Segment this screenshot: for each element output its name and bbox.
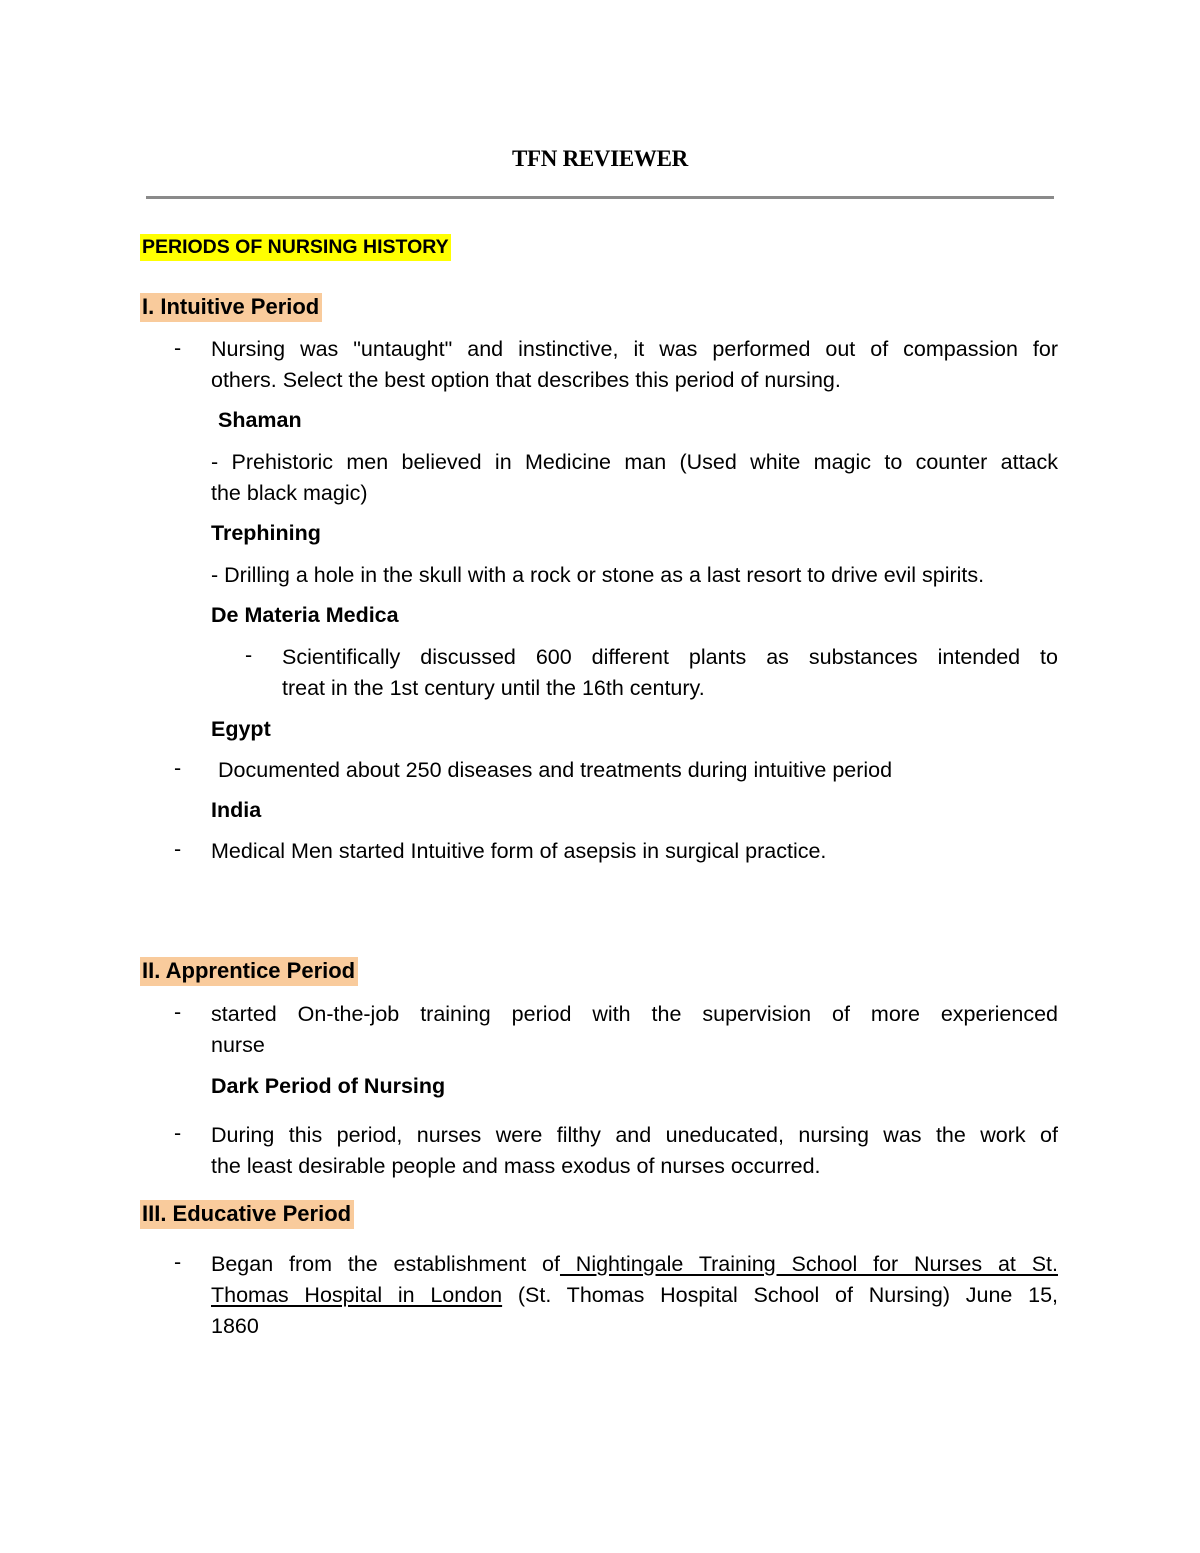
paragraph-line: During this period, nurses were filthy and uneducated, nursing was the work of (211, 1123, 1058, 1147)
london-hospital-underlined: Thomas Hospital in London (211, 1283, 503, 1307)
paragraph-line: 1860 (211, 1314, 259, 1338)
paragraph-line: started On-the-job training period with the supervision of more experienced (211, 1002, 1058, 1026)
egypt-text: Documented about 250 diseases and treatments during intuitive period (218, 758, 893, 782)
bullet-dash: - (174, 756, 182, 780)
section-heading-apprentice (140, 958, 358, 984)
section-heading-text: III. Educative Period (140, 1200, 354, 1229)
bullet-dash: - (174, 1121, 182, 1145)
subheading-india: India (211, 798, 262, 822)
paragraph-line (211, 1280, 1058, 1311)
apprentice-intro-paragraph (211, 999, 1058, 1061)
section-heading-text: II. Apprentice Period (140, 957, 358, 986)
bullet-dash: - (174, 1250, 182, 1274)
section-heading-educative (140, 1201, 354, 1227)
paragraph-line (211, 1249, 1058, 1280)
bullet-dash: - (174, 336, 182, 360)
intuitive-intro-paragraph (211, 334, 1058, 396)
bullet-dash: - (245, 643, 253, 667)
bullet-dash: - (174, 1000, 182, 1024)
section-heading-intuitive (140, 294, 322, 320)
subheading-shaman: Shaman (218, 408, 302, 432)
nightingale-school-underlined: Nightingale Training School for Nurses at St. (559, 1252, 1058, 1276)
paragraph-line: treat in the 1st century until the 16th century. (282, 676, 705, 700)
paragraph-line: Nursing was "untaught" and instinctive, it was performed out of compassion for (211, 337, 1058, 361)
subheading-dark-period: Dark Period of Nursing (211, 1074, 446, 1098)
main-heading (140, 236, 451, 259)
india-text: Medical Men started Intuitive form of asepsis in surgical practice. (211, 839, 827, 863)
subheading-egypt: Egypt (211, 717, 271, 741)
subheading-de-materia-medica: De Materia Medica (211, 603, 399, 627)
trephining-text: - Drilling a hole in the skull with a rock or stone as a last resort to drive evil spirits. (211, 563, 985, 587)
paragraph-line: Scientifically discussed 600 different plants as substances intended to (282, 645, 1058, 669)
paragraph-line: the black magic) (211, 481, 368, 505)
materia-paragraph (282, 642, 1058, 704)
document-title: TFN REVIEWER (512, 146, 688, 171)
section-heading-text: I. Intuitive Period (140, 293, 322, 322)
shaman-paragraph (211, 447, 1058, 509)
subheading-trephining: Trephining (211, 521, 321, 545)
paragraph-text: Began from the establishment of (211, 1252, 560, 1276)
paragraph-line: others. Select the best option that describes this period of nursing. (211, 368, 841, 392)
paragraph-line: - Prehistoric men believed in Medicine man (Used white magic to counter attack (211, 450, 1058, 474)
paragraph-text: (St. Thomas Hospital School of Nursing) June 15, (502, 1283, 1059, 1307)
bullet-dash: - (174, 837, 182, 861)
educative-paragraph (211, 1249, 1058, 1342)
dark-period-paragraph (211, 1120, 1058, 1182)
horizontal-divider (146, 196, 1054, 199)
main-heading-text: PERIODS OF NURSING HISTORY (140, 234, 451, 261)
paragraph-line: the least desirable people and mass exodus of nurses occurred. (211, 1154, 821, 1178)
paragraph-line: nurse (211, 1033, 265, 1057)
